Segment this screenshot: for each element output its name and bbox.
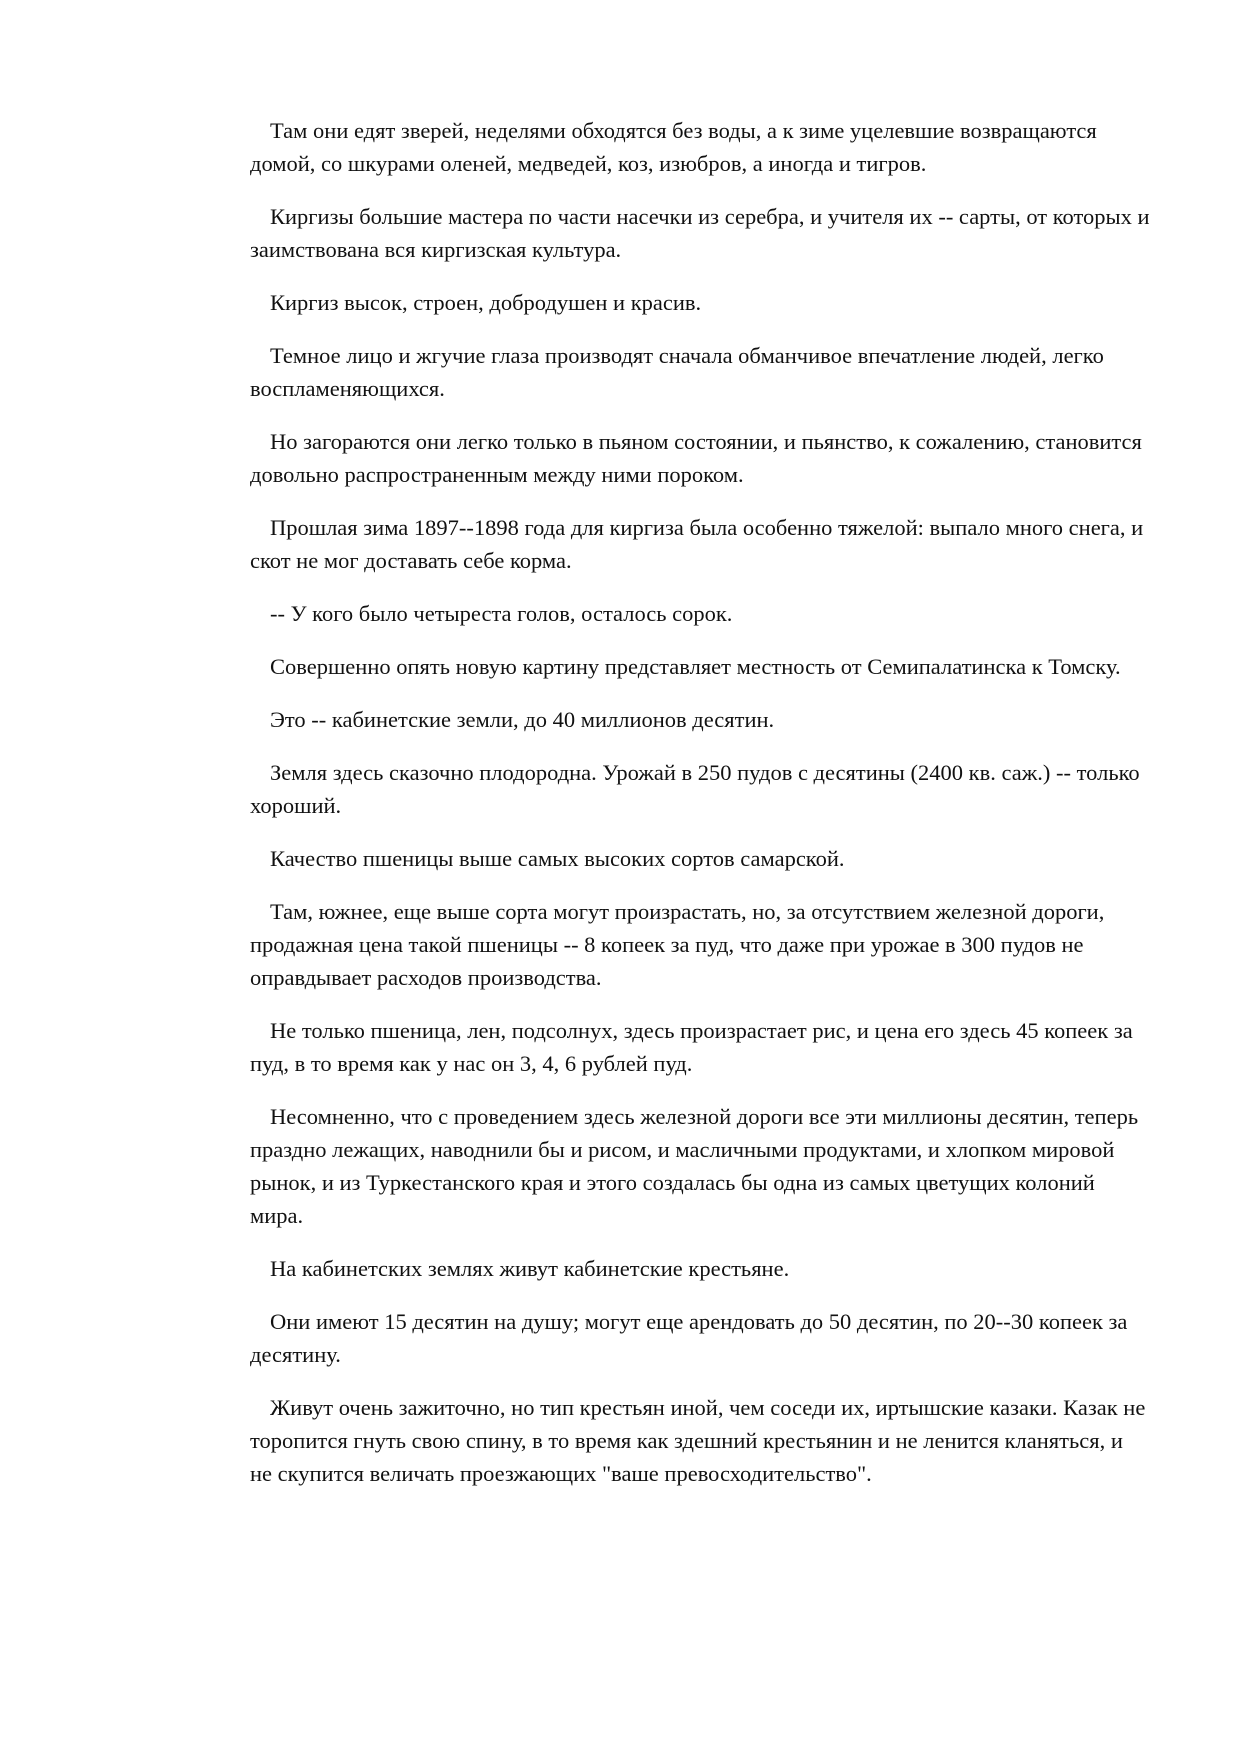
paragraph: Темное лицо и жгучие глаза производят сначала обманчивое впечатление людей, легко воспламеняющихся.: [250, 343, 1104, 401]
paragraph: Не только пшеница, лен, подсолнух, здесь произрастает рис, и цена его здесь 45 копеек за пуд, в то время как у нас он 3, 4, 6 рублей пуд.: [250, 1018, 1133, 1076]
paragraph: На кабинетских землях живут кабинетские крестьяне.: [270, 1256, 790, 1281]
paragraph: Совершенно опять новую картину представляет местность от Семипалатинска к Томску.: [270, 654, 1121, 679]
paragraph: Прошлая зима 1897--1898 года для киргиза была особенно тяжелой: выпало много снега, и скот не мог доставать себе корма.: [250, 515, 1144, 573]
paragraph: Киргиз высок, строен, добродушен и красив.: [270, 290, 702, 315]
document-body: [250, 114, 1150, 1510]
paragraph: Там они едят зверей, неделями обходятся без воды, а к зиме уцелевшие возвращаются домой, со шкурами оленей, медведей, коз, изюбров, а иногда и тигров.: [250, 118, 1097, 176]
paragraph: Несомненно, что с проведением здесь железной дороги все эти миллионы десятин, теперь праздно лежащих, наводнили бы и рисом, и масличными продуктами, и хлопком мировой рынок, и из Туркестанского края и этого создалась бы одна из самых цветущих колоний мира.: [250, 1104, 1139, 1228]
paragraph: Киргизы большие мастера по части насечки из серебра, и учителя их -- сарты, от которых и заимствована вся киргизская культура.: [250, 204, 1150, 262]
paragraph: Там, южнее, еще выше сорта могут произрастать, но, за отсутствием железной дороги, продажная цена такой пшеницы -- 8 копеек за пуд, что даже при урожае в 300 пудов не оправдывает расходов производства.: [250, 899, 1105, 990]
paragraph: Качество пшеницы выше самых высоких сортов самарской.: [270, 846, 845, 871]
paragraph: Они имеют 15 десятин на душу; могут еще арендовать до 50 десятин, по 20--30 копеек за десятину.: [250, 1309, 1128, 1367]
paragraph: -- У кого было четыреста голов, осталось сорок.: [270, 601, 733, 626]
paragraph: Это -- кабинетские земли, до 40 миллионов десятин.: [270, 707, 775, 732]
paragraph: Но загораются они легко только в пьяном состоянии, и пьянство, к сожалению, становится довольно распространенным между ними пороком.: [250, 429, 1142, 487]
paragraph: Земля здесь сказочно плодородна. Урожай в 250 пудов с десятины (2400 кв. саж.) -- только хороший.: [250, 760, 1140, 818]
paragraph: Живут очень зажиточно, но тип крестьян иной, чем соседи их, иртышские казаки. Казак не торопится гнуть свою спину, в то время как здешний крестьянин и не ленится кланяться, и не скупится величать проезжающих "ваше превосходительство".: [250, 1395, 1146, 1486]
